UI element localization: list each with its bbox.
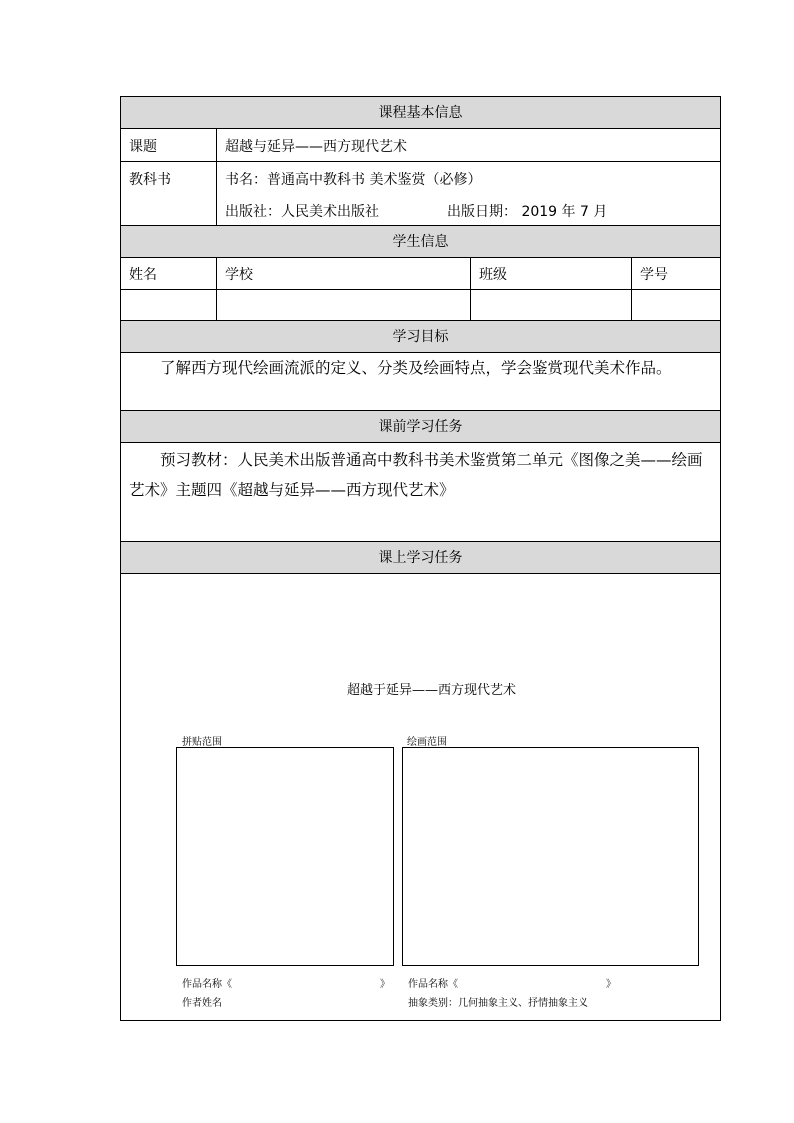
goals-header-label: 学习目标 — [392, 329, 449, 345]
id-input-cell[interactable] — [632, 290, 720, 320]
textbook-label: 教科书 — [129, 172, 171, 188]
collage-area-label: 拼贴范围 — [182, 737, 222, 748]
drawing-frame[interactable] — [402, 747, 699, 966]
class-input-cell[interactable] — [471, 290, 632, 320]
topic-label-cell — [121, 129, 217, 161]
pre-class-header-label: 课前学习任务 — [378, 419, 463, 435]
lesson-worksheet-table — [120, 96, 721, 1021]
drawing-area-label: 绘画范围 — [407, 737, 447, 748]
student-input-row — [121, 290, 720, 321]
course-info-header-label: 课程基本信息 — [378, 105, 463, 121]
name-input-cell[interactable] — [121, 290, 217, 320]
in-class-body — [121, 574, 720, 1020]
pre-class-text: 预习教材：人民美术出版普通高中教科书美术鉴赏第二单元《图像之美——绘画艺术》主题四《超越与延异——西方现代艺术》 — [129, 451, 703, 499]
textbook-label-cell — [121, 162, 217, 225]
goals-body — [121, 353, 720, 411]
publish-date-line: 出版日期： 2019 年 7 月 — [447, 204, 608, 220]
school-input-cell[interactable] — [217, 290, 471, 320]
topic-value: 超越与延异——西方现代艺术 — [225, 139, 407, 155]
pre-class-header — [121, 411, 720, 443]
collage-frame[interactable] — [176, 747, 394, 966]
topic-label: 课题 — [129, 139, 157, 155]
student-label-row — [121, 258, 720, 290]
id-label: 学号 — [640, 267, 668, 283]
abstract-type-line: 抽象类别：几何抽象主义、抒情抽象主义 — [408, 998, 588, 1009]
in-class-header — [121, 542, 720, 574]
right-work-name-close: 》 — [606, 979, 616, 990]
textbook-row — [121, 162, 720, 226]
name-label-cell — [121, 258, 217, 289]
class-label-cell — [471, 258, 632, 289]
pre-class-body — [121, 443, 720, 542]
goals-header — [121, 321, 720, 353]
student-info-header — [121, 226, 720, 258]
school-label-cell — [217, 258, 471, 289]
left-work-name-close: 》 — [380, 979, 390, 990]
school-label: 学校 — [225, 267, 253, 283]
publisher-line: 出版社：人民美术出版社 — [225, 204, 379, 220]
left-work-name-label: 作品名称《 — [182, 979, 232, 990]
in-class-header-label: 课上学习任务 — [378, 550, 463, 566]
right-work-name-label: 作品名称《 — [408, 979, 458, 990]
name-label: 姓名 — [129, 267, 157, 283]
class-label: 班级 — [479, 267, 507, 283]
book-name-line: 书名：普通高中教科书 美术鉴赏（必修） — [225, 172, 482, 188]
course-info-header — [121, 97, 720, 129]
student-info-header-label: 学生信息 — [392, 234, 449, 250]
goals-text: 了解西方现代绘画流派的定义、分类及绘画特点，学会鉴赏现代美术作品。 — [160, 359, 672, 377]
id-label-cell — [632, 258, 720, 289]
topic-row — [121, 129, 720, 162]
author-name-label: 作者姓名 — [182, 998, 222, 1009]
worksheet-title: 超越于延异——西方现代艺术 — [347, 683, 517, 698]
